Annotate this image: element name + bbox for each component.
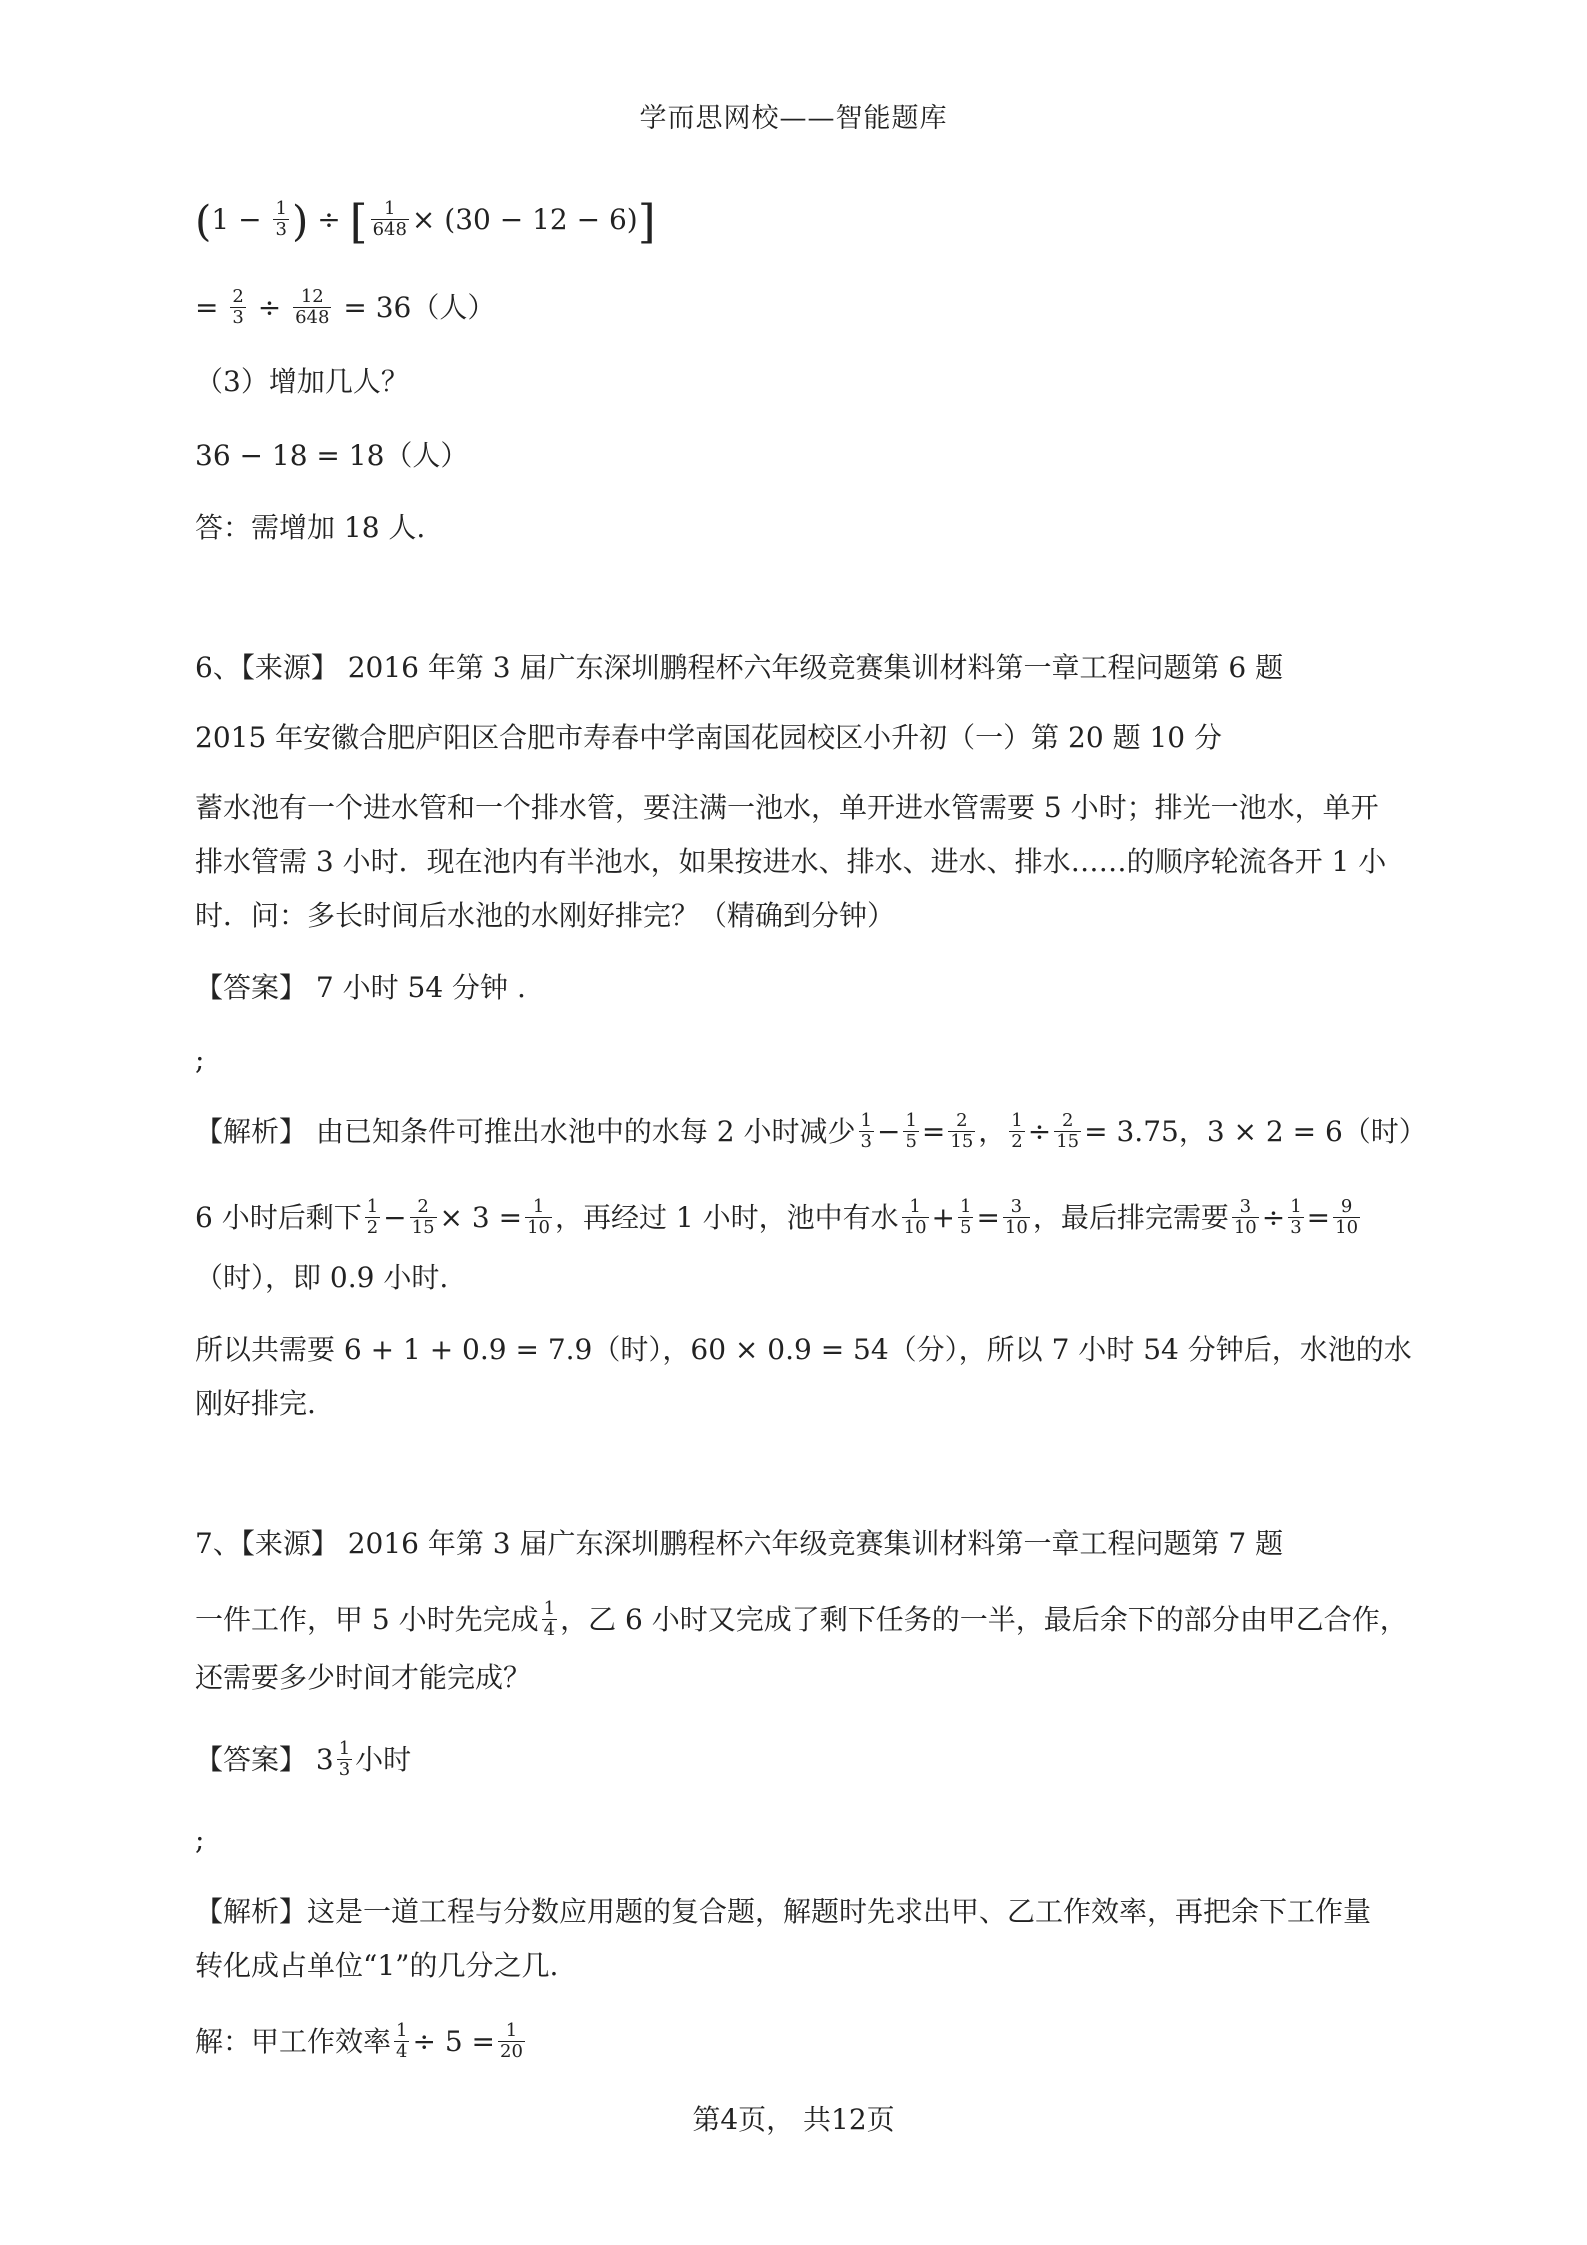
fraction: $\frac{12}{648}$ xyxy=(295,286,330,328)
fraction: $\frac{1}{10}$ xyxy=(903,1196,927,1238)
problem-6-source-2: 2015 年安徽合肥庐阳区合肥市寿春中学南国花园校区小升初（一）第 20 题 10 分 xyxy=(195,721,1223,754)
page-footer: 第4页， 共12页 xyxy=(692,2103,895,2136)
q3-answer: 答：需增加 18 人. xyxy=(195,511,426,544)
problem-6-analysis-line: （时），即 0.9 小时. xyxy=(195,1261,449,1294)
problem-6-question-line: 蓄水池有一个进水管和一个排水管，要注满一池水，单开进水管需要 5 小时；排光一池水，单开 xyxy=(195,791,1379,824)
fraction: $\frac{2}{15}$ xyxy=(950,1110,974,1152)
problem-6-question-line: 排水管需 3 小时．现在池内有半池水，如果按进水、排水、进水、排水……的顺序轮流各开 1 小 xyxy=(195,845,1387,878)
fraction: $\frac{1}{648}$ xyxy=(372,198,407,240)
problem-7-source: 7、【来源】 2016 年第 3 届广东深圳鹏程杯六年级竞赛集训材料第一章工程问题第 7 题 xyxy=(195,1527,1284,1560)
fraction: $\frac{9}{10}$ xyxy=(1335,1196,1359,1238)
problem-6-total-line: 所以共需要 6 + 1 + 0.9 = 7.9（时），60 × 0.9 = 54（分），所以 7 小时 54 分钟后，水池的水 xyxy=(195,1333,1412,1366)
fraction: $\frac{2}{15}$ xyxy=(411,1196,435,1238)
problem-6-total-line: 刚好排完. xyxy=(195,1387,316,1420)
fraction: $\frac{2}{3}$ xyxy=(232,286,244,328)
separator: ; xyxy=(195,1823,205,1856)
separator: ; xyxy=(195,1043,205,1076)
problem-7-solution-line: 解：甲工作效率 $\frac{1}{4}$ ÷ 5 = $\frac{1}{20}$ xyxy=(195,2020,523,2062)
fraction: $\frac{1}{3}$ xyxy=(860,1110,872,1152)
fraction: $\frac{1}{3}$ xyxy=(275,198,287,240)
expr-one-minus: 1 − xyxy=(211,203,262,236)
q3-title: （3）增加几人？ xyxy=(195,365,409,398)
equals-sign: = xyxy=(195,291,219,324)
bracket-open: [ xyxy=(349,194,368,249)
problem-6-answer: 【答案】 7 小时 54 分钟 . xyxy=(195,971,526,1004)
problem-6-question-line: 时．问：多长时间后水池的水刚好排完？（精确到分钟） xyxy=(195,899,896,932)
fraction: $\frac{3}{10}$ xyxy=(1233,1196,1257,1238)
divide-sign: ÷ xyxy=(317,203,341,236)
fraction: $\frac{1}{3}$ xyxy=(1290,1196,1302,1238)
problem-6-analysis-line: 【解析】 由已知条件可推出水池中的水每 2 小时减少 $\frac{1}{3}$ − $\frac{1}{5}$ = $\frac{2}{15}$ ， $\frac{1}{2}$ ÷ $\frac{2}{15}$ = 3.75，3 × 2 = 6（时） xyxy=(195,1110,1427,1152)
problem-7-analysis-line: 【解析】这是一道工程与分数应用题的复合题，解题时先求出甲、乙工作效率，再把余下工作量 xyxy=(195,1895,1372,1928)
fraction: $\frac{1}{2}$ xyxy=(366,1196,379,1238)
problem-7-question-line: 一件工作，甲 5 小时先完成 $\frac{1}{4}$ ，乙 6 小时又完成了剩下任务的一半，最后余下的部分由甲乙合作， xyxy=(195,1598,1408,1640)
fraction: $\frac{1}{5}$ xyxy=(905,1110,917,1152)
expr-times-paren: × (30 − 12 − 6) xyxy=(411,203,638,236)
paren-close: ) xyxy=(291,196,309,246)
page-header: 学而思网校——智能题库 xyxy=(639,103,948,134)
bracket-close: ] xyxy=(637,194,656,249)
calc-result: = 36（人） xyxy=(343,291,496,324)
fraction: $\frac{1}{4}$ xyxy=(543,1598,556,1640)
calc-expression-line xyxy=(195,194,656,249)
fraction: $\frac{1}{2}$ xyxy=(1011,1110,1023,1152)
problem-7-answer: 【答案】 3 $\frac{1}{3}$ 小时 xyxy=(195,1738,412,1780)
problem-7-question-line: 还需要多少时间才能完成？ xyxy=(195,1661,532,1694)
fraction: $\frac{1}{10}$ xyxy=(527,1196,550,1238)
fraction: $\frac{1}{5}$ xyxy=(960,1196,972,1238)
fraction: $\frac{1}{3}$ xyxy=(338,1738,351,1780)
problem-6-analysis-line: 6 小时后剩下 $\frac{1}{2}$ − $\frac{2}{15}$ × 3 = $\frac{1}{10}$ ，再经过 1 小时，池中有水 $\frac{1}{10}$ + $\frac{1}{5}$ = $\frac{3}{10}$ ，最后排完需要 $\frac{3}{10}$ ÷ $\frac{1}{3}$ = $\frac{9}{10}$ xyxy=(195,1196,1359,1238)
q3-calc: 36 − 18 = 18（人） xyxy=(195,439,469,472)
problem-6-source: 6、【来源】 2016 年第 3 届广东深圳鹏程杯六年级竞赛集训材料第一章工程问题第 6 题 xyxy=(195,651,1284,684)
fraction: $\frac{1}{4}$ xyxy=(396,2020,408,2062)
fraction: $\frac{1}{20}$ xyxy=(500,2020,523,2062)
fraction: $\frac{2}{15}$ xyxy=(1056,1110,1080,1152)
problem-7-analysis-line: 转化成占单位“1”的几分之几. xyxy=(195,1949,559,1982)
paren-open: ( xyxy=(195,196,212,246)
divide-sign: ÷ xyxy=(257,291,282,324)
calc-result-line xyxy=(195,288,495,330)
fraction: $\frac{3}{10}$ xyxy=(1004,1196,1028,1238)
